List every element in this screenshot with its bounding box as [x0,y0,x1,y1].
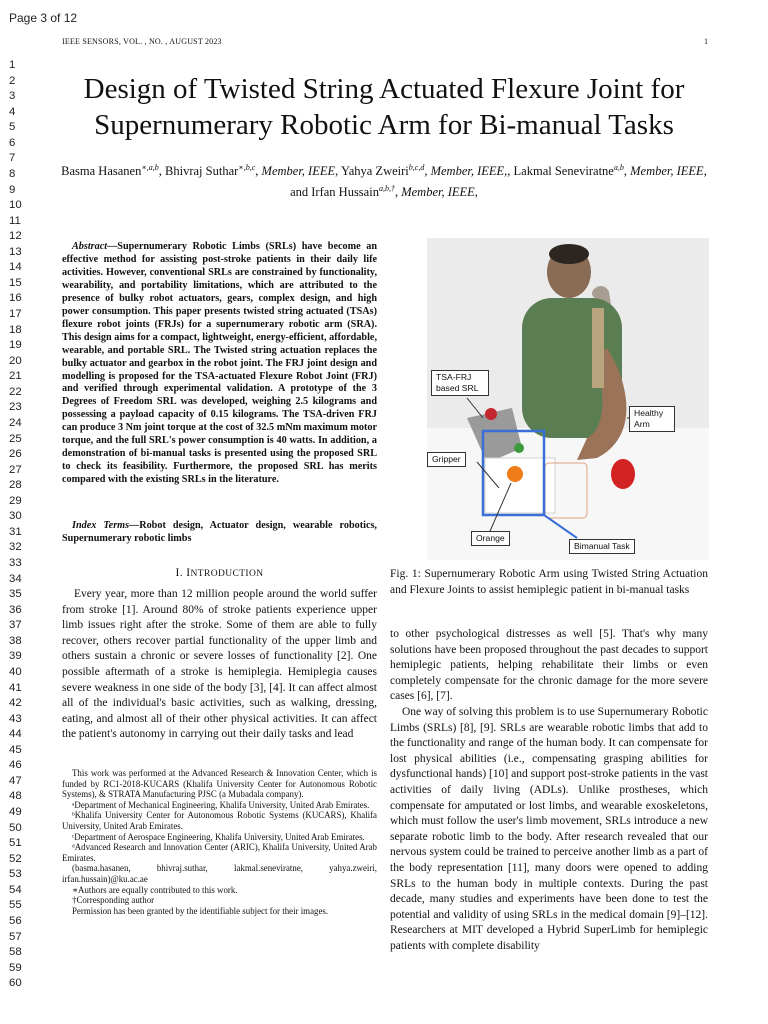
running-head: IEEE SENSORS, VOL. , NO. , AUGUST 2023 [62,37,222,46]
author-name: Irfan Hussain [311,185,379,200]
paragraph: Every year, more than 12 million people around the world suffer from stroke [1]. Around 80% of stroke patients experience upper limb issues right after the stroke. Some of them are able to fully recover, others recover partial functionality of the upper limb and others sustain a chronic or severe losses of functionality [2]. One possible aftermath of a stroke is hemiplegia. Hemiplegia causes severe weakness in one side of the body [3], [4]. It can affect almost all of the individual's basic activities, such as walking, dressing, eating, and almost all of their other physical activities. It can affect the patient's autonomy in carrying out their daily tasks and lead [62,588,377,741]
section-number: I. [175,567,183,579]
line-number: 25 [9,432,22,445]
line-number: 39 [9,650,22,663]
line-number: 53 [9,868,22,881]
figure-caption: Fig. 1: Supernumerary Robotic Arm using Twisted String Actuation and Flexure Joints to assist hemiplegic patient in bi-manual tasks [390,568,708,596]
footnote: ᵇKhalifa University Center for Autonomous Robotic Systems (KUCARS), Khalifa University, United Arab Emirates. [62,810,377,831]
line-number: 12 [9,230,22,243]
author-name: Lakmal Seneviratne [513,164,614,179]
line-number: 38 [9,634,22,647]
line-number: 21 [9,370,22,383]
line-number: 26 [9,448,22,461]
footnote: This work was performed at the Advanced Research & Innovation Center, which is funded by RC1-2018-KUCARS (Khalifa University Center for Autonomous Robotic Systems), & STRATA Manufacturing PJSC (a Mubadala company). [62,768,377,800]
intro-left-column [62,587,377,743]
section-title-rest: NTRODUCTION [190,569,264,579]
footnote: (basma.hasanen, bhivraj.suthar, lakmal.seneviratne, yahya.zweiri, irfan.hussain)@ku.ac.ae [62,863,377,884]
page-number: 1 [704,37,708,46]
line-number: 4 [9,105,16,118]
line-number: 15 [9,276,22,289]
orange-fruit [507,466,523,482]
line-number: 11 [9,214,21,227]
line-number: 52 [9,852,22,865]
line-number: 24 [9,416,22,429]
robot-joint [514,443,524,453]
label-gripper: Gripper [427,452,466,467]
line-number: 17 [9,308,22,320]
index-terms-label: Index Terms [72,520,130,531]
table-surface [427,428,709,560]
footnote: ᶜDepartment of Aerospace Engineering, Khalifa University, United Arab Emirates. [72,831,365,842]
line-number: 32 [9,541,22,554]
line-number: 14 [9,261,22,274]
line-number: 20 [9,354,22,367]
line-number: 36 [9,603,22,616]
abstract-text: —Supernumerary Robotic Limbs (SRLs) have become an effective method for assisting post-stroke patients in their daily life activities. However, conventional SRLs are constrained by functionality, wearability, and portability limitations, which are attributed to the presence of bulky robot actuators, gears, complex design, and high power consumption. This paper presents twisted string actuated (TSAs) flexure robot joints (FRJs) for a supernumerary robotic arm (SRA). This design aims for a compact, lightweight, energy-efficient, affordable, wearable, and portable SRL. The Twisted string actuation replaces the bulky actuator and gearbox in the robot joint. The FRJ joint design and modelling is proposed for the TSA-actuated Flexure Robot Joint (FRJ) and verified through experimental validation. A prototype of the 3 Degrees of Freedom SRL was developed, weighing 2.5 kilograms and possessing a payload capacity of 0.15 kilograms. The TSA-driven FRJ can produce 3 Nm joint torque at the cost of 32.5 mNm maximum motor torque, and the full SRL's power consumption is 40 watts. In addition, a demonstration of bi-manual tasks is presented using the proposed SRL to check its feasibility. Furthermore, the proposed SRL has merits compared with the existing SRLs in the literature. [62,241,377,486]
author-role: Member, IEEE, [401,185,478,200]
line-number: 42 [9,697,22,710]
line-number: 50 [9,821,22,834]
footnote: †Corresponding author [72,895,155,906]
figure-illustration [427,238,709,560]
line-number: 55 [9,899,22,912]
line-number: 47 [9,774,22,787]
line-number: 43 [9,712,22,725]
author-affiliation-mark: b,c,d [408,163,425,172]
line-number: 22 [9,385,22,398]
line-number: 45 [9,743,22,756]
line-number: 3 [9,90,16,103]
page-indicator: Page 3 of 12 [9,11,78,25]
line-number: 9 [9,183,16,196]
line-number: 29 [9,494,22,507]
footnote: ∗Authors are equally contributed to this work. [72,884,238,895]
label-bimanual-task: Bimanual Task [569,539,635,554]
line-number: 1 [9,59,16,71]
author-affiliation-mark: ∗,a,b [141,163,159,172]
line-number: 37 [9,619,22,632]
paragraph: to other psychological distresses as well [5]. That's why many solutions have been proposed throughout the past decades to support hemiplegic patients, helping rehabilitate their limbs or even completely compensate for the chronic damage for the more severe cases [6], [7]. [390,628,708,703]
line-number: 30 [9,510,22,523]
hair [549,244,589,264]
paragraph: One way of solving this problem is to use Supernumerary Robotic Limbs (SRLs) [8], [9]. SRLs are wearable robotic limbs that add to the functionality and range of the human body. It can compensate for lost physical abilities (i.e., compensating grasping abilities for dysfunctional hands) [10] and support post-stroke patients in the vast activities of daily living (ADLs). Unlike prostheses, which compensate for amputated or lost limbs, and wearable exoskeletons, which must follow the user's limb movement, SRLs introduce a new separate robotic limb to the body. After research revealed that our nervous system could be trained to perceive another limb as a part of the body representation [11], many doors were opened to adding SRLs to the human body in multiple contexts. During the past decade, many studies and experiments have been done to test the potential and validity of using SRLs in the medical domain [9]–[12]. Researchers at MIT developed a Hybrid SuperLimb for hemiplegic patients with complete disability [390,705,708,952]
footnote: ᵈAdvanced Research and Innovation Center (ARIC), Khalifa University, United Arab Emirates. [62,842,377,863]
line-number: 8 [9,167,16,180]
index-terms [62,520,377,546]
robot-joint [485,408,497,420]
line-number: 51 [9,837,22,850]
line-number: 31 [9,525,22,538]
line-number: 34 [9,572,22,585]
section-heading [62,567,377,579]
author-affiliation-mark: ∗,b,c [238,163,256,172]
author-name: Basma Hasanen [61,164,142,179]
line-numbers [9,58,33,992]
label-orange: Orange [471,531,510,546]
author-role: Member, IEEE, [630,164,707,179]
line-number: 58 [9,946,22,959]
pepper [611,459,635,489]
figure-photo [427,238,709,560]
line-number: 23 [9,401,22,414]
line-number: 18 [9,323,22,336]
paper-title: Design of Twisted String Actuated Flexure Joint for Supernumerary Robotic Arm for Bi-manual Tasks [83,73,685,141]
line-number: 16 [9,292,22,305]
author-list: Basma Hasanen$^{∗,a,b}$, Bhivraj Suthar$^{∗,b,c}$, Member, IEEE, Yahya Zweiri$^{b,c,d}$, Member, IEEE,, Lakmal Seneviratne$^{a,b}$, Member, IEEE, and Irfan Hussain$^{a,b,\dagger}$, Member, IEEE, [61,163,707,200]
line-number: 7 [9,152,16,165]
author-role: Member, IEEE [261,164,336,179]
line-number: 10 [9,199,22,212]
footnote: Permission has been granted by the identifiable subject for their images. [72,905,329,916]
line-number: 40 [9,665,22,678]
footnote: ᵃDepartment of Mechanical Engineering, Khalifa University, United Arab Emirates. [72,799,370,810]
line-number: 46 [9,759,22,772]
label-healthy-arm: Healthy Arm [629,406,675,432]
line-number: 60 [9,977,22,990]
author-affiliation-mark: a,b,† [378,184,395,194]
author-name: Yahya Zweiri [340,164,409,179]
line-number: 41 [9,681,22,694]
line-number: 33 [9,557,22,569]
label-tsa-frj: TSA-FRJ based SRL [431,370,489,396]
line-number: 48 [9,790,22,803]
line-number: 6 [9,136,16,149]
line-number: 27 [9,463,22,476]
line-number: 59 [9,961,22,974]
author-role: Member, IEEE, [430,164,508,179]
line-number: 19 [9,339,22,352]
author-affiliation-mark: a,b [613,163,624,172]
abstract-label: Abstract [72,241,108,252]
line-number: 5 [9,121,16,134]
author-name: Bhivraj Suthar [165,164,239,179]
abstract [62,241,377,487]
line-number: 2 [9,74,16,87]
index-terms-text: —Robot design, Actuator design, wearable robotics, Supernumerary robotic limbs [62,520,377,544]
line-number: 28 [9,479,22,492]
line-number: 13 [9,245,22,258]
section-title-initial: I [186,567,191,579]
line-number: 57 [9,930,22,943]
line-number: 56 [9,914,22,927]
line-number: 54 [9,883,22,896]
backpack-side [592,308,604,388]
line-number: 35 [9,588,22,601]
line-number: 44 [9,728,22,741]
footnotes [62,768,377,916]
line-number: 49 [9,806,22,818]
intro-right-column [390,627,708,954]
